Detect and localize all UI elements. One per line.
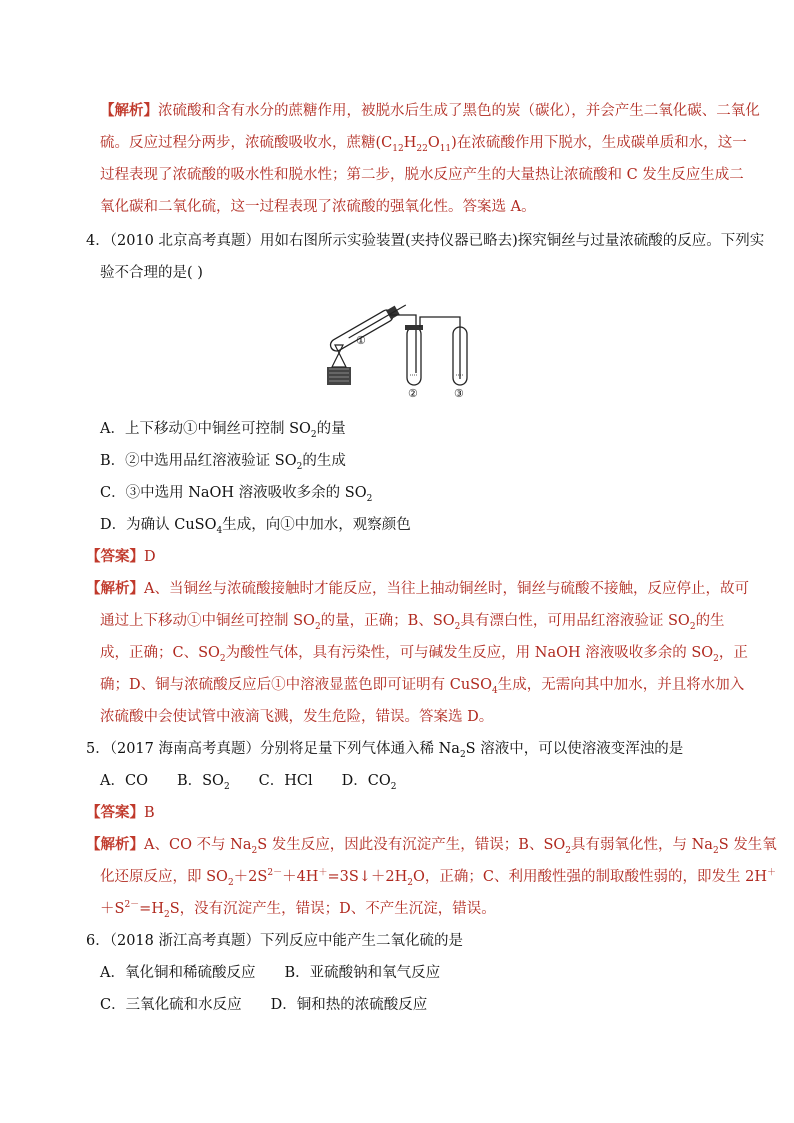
q3-analysis-line-1: 【解析】浓硫酸和含有水分的蔗糖作用，被脱水后生成了黑色的炭（碳化），并会产生二氧化碳、二氧化 — [100, 102, 760, 119]
q6-stem: 6．（2018 浙江高考真题）下列反应中能产生二氧化硫的是 — [86, 933, 463, 949]
q6-options-row-2: C．三氧化硫和水反应 D．铜和热的浓硫酸反应 — [100, 997, 428, 1013]
q6-options-row-1: A．氧化铜和稀硫酸反应 B．亚硫酸钠和氧气反应 — [100, 965, 441, 981]
lamp-body — [332, 353, 346, 367]
q5-stem: 5．（2017 海南高考真题）分别将足量下列气体通入稀 $Na_2S$ 溶液中，可以使溶液变浑浊的是 — [86, 741, 684, 760]
apparatus-figure — [320, 293, 500, 401]
q4-analysis-line-1: 【解析】A、当铜丝与浓硫酸接触时才能反应，当往上抽动铜丝时，铜丝与硫酸不接触，反应停止，故可 — [86, 580, 749, 597]
q3-analysis-line-2: 硫。反应过程分两步，浓硫酸吸收水，蔗糖$(C_{12}H_{22}O_{11})$在浓硫酸作用下脱水，生成碳单质和水，这一 — [100, 135, 747, 154]
q5-analysis-line-1: 【解析】A、CO 不与 $Na_2S$ 发生反应，因此没有沉淀产生，错误；B、$SO_2$具有弱氧化性，与 $Na_2S$ 发生氧 — [86, 836, 777, 856]
q4-analysis-line-2: 通过上下移动①中铜丝可控制 $SO_2$的量，正确；B、$SO_2$具有漂白性，可用品红溶液验证 $SO_2$的生 — [100, 613, 725, 632]
q4-analysis-line-3: 成，正确；C、$SO_2$为酸性气体，具有污染性，可与碱发生反应，用 NaOH 溶液吸收多余的 $SO_2$，正 — [100, 645, 748, 664]
analysis-tag: 【解析】 — [100, 102, 158, 119]
q4-analysis-line-4: 确；D、铜与浓硫酸反应后①中溶液显蓝色即可证明有 CuSO$_4$生成，无需向其中加水，并且将水加入 — [100, 677, 745, 696]
q4-option-a: A．上下移动①中铜丝可控制 $SO_2$的量 — [100, 421, 346, 440]
q4-option-b: B．②中选用品红溶液验证 $SO_2$的生成 — [100, 453, 346, 472]
tube-2 — [407, 327, 421, 385]
label-2: ② — [408, 387, 418, 400]
label-3: ③ — [454, 387, 464, 400]
q4-stem-line-2: 验不合理的是( ) — [100, 265, 203, 281]
q5-analysis-line-3: $+S^{2-}=H_2S$，没有沉淀产生，错误；D、不产生沉淀，错误。 — [100, 900, 496, 920]
q5-options: A．CO B．$SO_2$ C．HCl D．$CO_2$ — [100, 773, 397, 792]
q4-analysis-line-5: 浓硫酸中会使试管中液滴飞溅，发生危险，错误。答案选 D。 — [100, 709, 494, 725]
delivery-tube-1 — [390, 315, 416, 373]
q5-analysis-line-2: 化还原反应，即 $SO_2+2S^{2-}+4H^+=3S↓+2H_2O$，正确；C、利用酸性强的制取酸性弱的，即发生 2H＋ — [100, 868, 777, 888]
q3-analysis-line-3: 过程表现了浓硫酸的吸水性和脱水性；第二步，脱水反应产生的大量热让浓硫酸和 C 发生反应生成二 — [100, 167, 744, 183]
q3-analysis-line-4: 氧化碳和二氧化硫，这一过程表现了浓硫酸的强氧化性。答案选 A。 — [100, 199, 536, 215]
q4-answer: 【答案】D — [86, 548, 156, 565]
q4-stem-line-1: 4．（2010 北京高考真题）用如右图所示实验装置(夹持仪器已略去)探究铜丝与过量浓硫酸的反应。下列实 — [86, 233, 765, 249]
q4-option-d: D．为确认 CuSO$_4$生成，向①中加水，观察颜色 — [100, 517, 411, 536]
q5-answer: 【答案】B — [86, 804, 155, 821]
q4-option-c: C．③中选用 NaOH 溶液吸收多余的 $SO_2$ — [100, 485, 373, 504]
heater-block — [327, 367, 351, 385]
label-1: ① — [356, 334, 366, 347]
delivery-tube-2 — [420, 317, 460, 379]
